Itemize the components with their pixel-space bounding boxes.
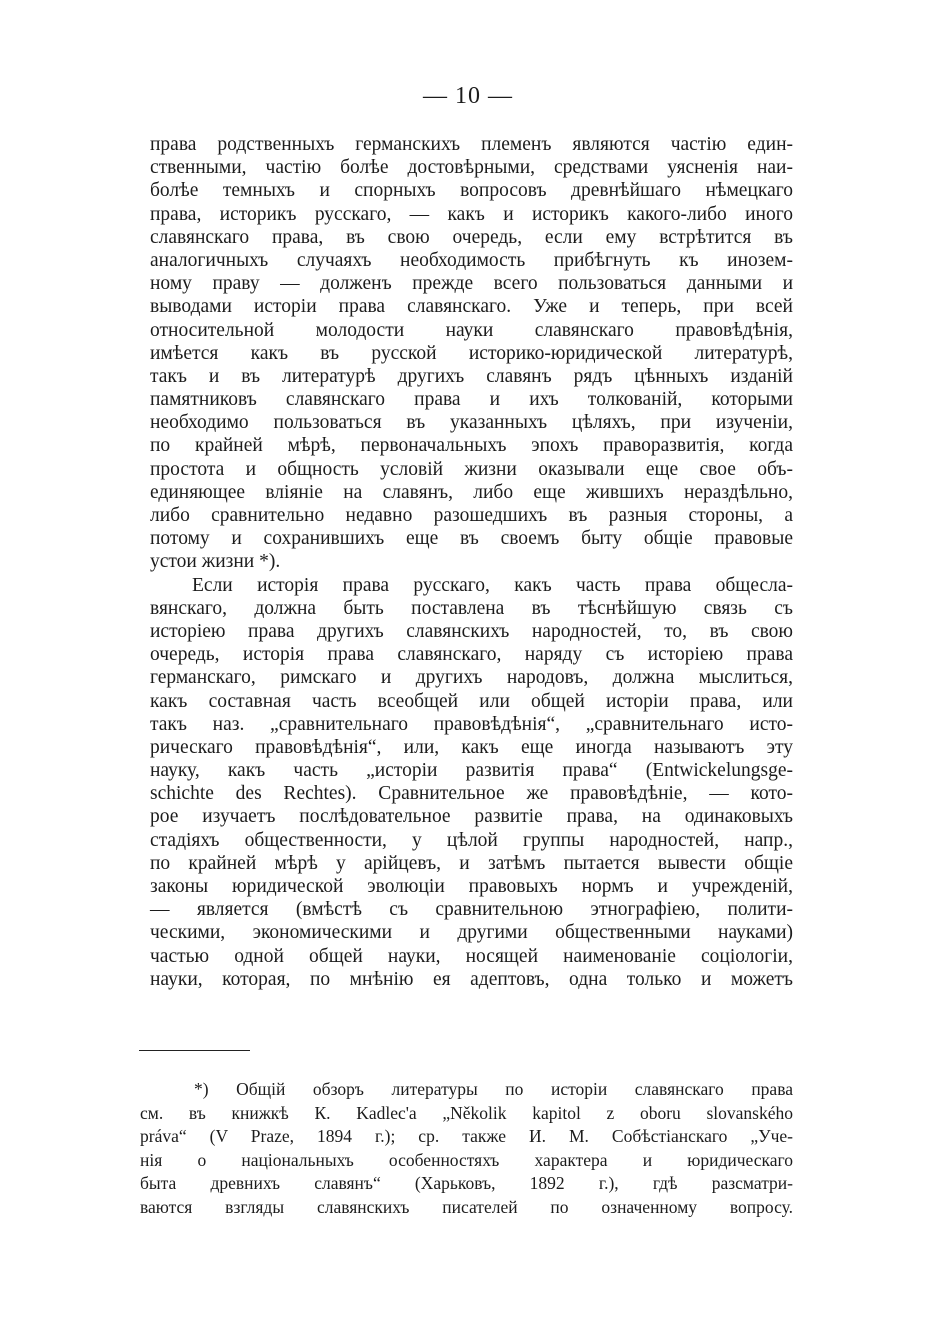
footnote-line: *) Общій обзоръ литературы по исторіи славянскаго права bbox=[194, 1079, 793, 1099]
body-line: германскаго, римскаго и другихъ народовъ, должна мыслиться, bbox=[150, 667, 793, 689]
page-number: — 10 — bbox=[423, 83, 513, 109]
body-line: законы юридической эволюціи правовыхъ нормъ и учрежденій, bbox=[150, 876, 793, 897]
footnote-line: см. въ книжкѣ К. Kadlec'a „Několik kapitol z oboru slovanského bbox=[140, 1102, 793, 1123]
body-line: потому и сохранившихъ еще въ своемъ быту общіе правовые bbox=[150, 528, 793, 550]
footnote-line: быта древнихъ славянъ“ (Харьковъ, 1892 г.), гдѣ разсматри- bbox=[140, 1173, 793, 1194]
footnote-line: нія о національныхъ особенностяхъ характера и юридическаго bbox=[140, 1149, 793, 1170]
body-line: schichte des Rechtes). Сравнительное же правовѣдѣніе, — кото- bbox=[150, 783, 793, 805]
body-line: выводами исторіи права славянскаго. Уже и теперь, при всей bbox=[150, 296, 793, 318]
body-line: славянскаго права, въ свою очередь, если ему встрѣтится въ bbox=[150, 226, 793, 248]
footnote-line: práva“ (V Praze, 1894 г.); ср. также И. М. Собѣстіанскаго „Уче- bbox=[140, 1126, 793, 1147]
body-line: памятниковъ славянскаго права и ихъ толкованій, которыми bbox=[150, 389, 793, 411]
body-line: единяющее вліяніе на славянъ, либо еще жившихъ нераздѣльно, bbox=[150, 481, 793, 503]
body-line: аналогичныхъ случаяхъ необходимость прибѣгнуть къ инозем- bbox=[150, 249, 793, 271]
body-line: очередь, исторія права славянскаго, наряду съ исторіею права bbox=[150, 644, 793, 666]
body-line: стадіяхъ общественности, у цѣлой группы народностей, напр., bbox=[150, 829, 793, 851]
body-line: рическаго правовѣдѣнія“, или, какъ еще иногда называютъ эту bbox=[150, 736, 793, 758]
body-line: ному праву — долженъ прежде всего пользоваться данными и bbox=[150, 273, 793, 295]
footnote-separator bbox=[139, 1050, 250, 1051]
body-line: ческими, экономическими и другими общественными науками) bbox=[150, 922, 793, 944]
body-line: либо сравнительно недавно разошедшихъ въ разныя стороны, а bbox=[150, 505, 793, 526]
body-line: науку, какъ часть „исторіи развитія права“ (Entwickelungsge- bbox=[150, 760, 793, 782]
body-line: необходимо пользоваться въ указанныхъ цѣляхъ, при изученіи, bbox=[150, 412, 793, 434]
body-line: права, историкъ русскаго, — какъ и историкъ какого-либо иного bbox=[150, 203, 793, 225]
footnote-line: ваются взгляды славянскихъ писателей по означенному вопросу. bbox=[140, 1196, 793, 1217]
body-line: права родственныхъ германскихъ племенъ являются частію един- bbox=[150, 134, 793, 155]
body-line: вянскаго, должна быть поставлена въ тѣснѣйшую связь съ bbox=[150, 597, 793, 619]
body-line: относительной молодости науки славянскаго правовѣдѣнія, bbox=[150, 319, 793, 341]
body-line: имѣется какъ въ русской историко-юридической литературѣ, bbox=[150, 342, 793, 364]
body-line: болѣе темныхъ и спорныхъ вопросовъ древнѣйшаго нѣмецкаго bbox=[150, 180, 793, 202]
body-line: какъ составная часть всеобщей или общей исторіи права, или bbox=[150, 690, 793, 712]
paragraph-start-line: Если исторія права русскаго, какъ часть права общесла- bbox=[192, 574, 793, 596]
body-line: такъ и въ литературѣ другихъ славянъ рядъ цѣнныхъ изданій bbox=[150, 365, 793, 387]
body-line: рое изучаетъ послѣдовательное развитіе права, на одинаковыхъ bbox=[150, 806, 793, 828]
body-line: такъ наз. „сравнительнаго правовѣдѣнія“, „сравнительнаго исто- bbox=[150, 713, 793, 735]
body-line: — является (вмѣстѣ съ сравнительною этнографіею, полити- bbox=[150, 899, 793, 921]
body-line: науки, которая, по мнѣнію ея адептовъ, одна только и можетъ bbox=[150, 968, 793, 990]
body-text bbox=[150, 133, 793, 991]
footnote bbox=[140, 1078, 793, 1220]
body-line: ственными, частію болѣе достовѣрными, средствами уясненія наи- bbox=[150, 157, 793, 179]
body-line: по крайней мѣрѣ у арійцевъ, и затѣмъ пытается вывести общіе bbox=[150, 852, 793, 874]
body-line: частью одной общей науки, носящей наименованіе соціологіи, bbox=[150, 945, 793, 967]
paragraph-end-line: устои жизни *). bbox=[150, 551, 281, 573]
body-line: исторіею права другихъ славянскихъ народностей, то, въ свою bbox=[150, 620, 793, 642]
body-line: простота и общность условій жизни оказывали еще свое объ- bbox=[150, 458, 793, 480]
body-line: по крайней мѣрѣ, первоначальныхъ эпохъ праворазвитія, когда bbox=[150, 435, 793, 457]
